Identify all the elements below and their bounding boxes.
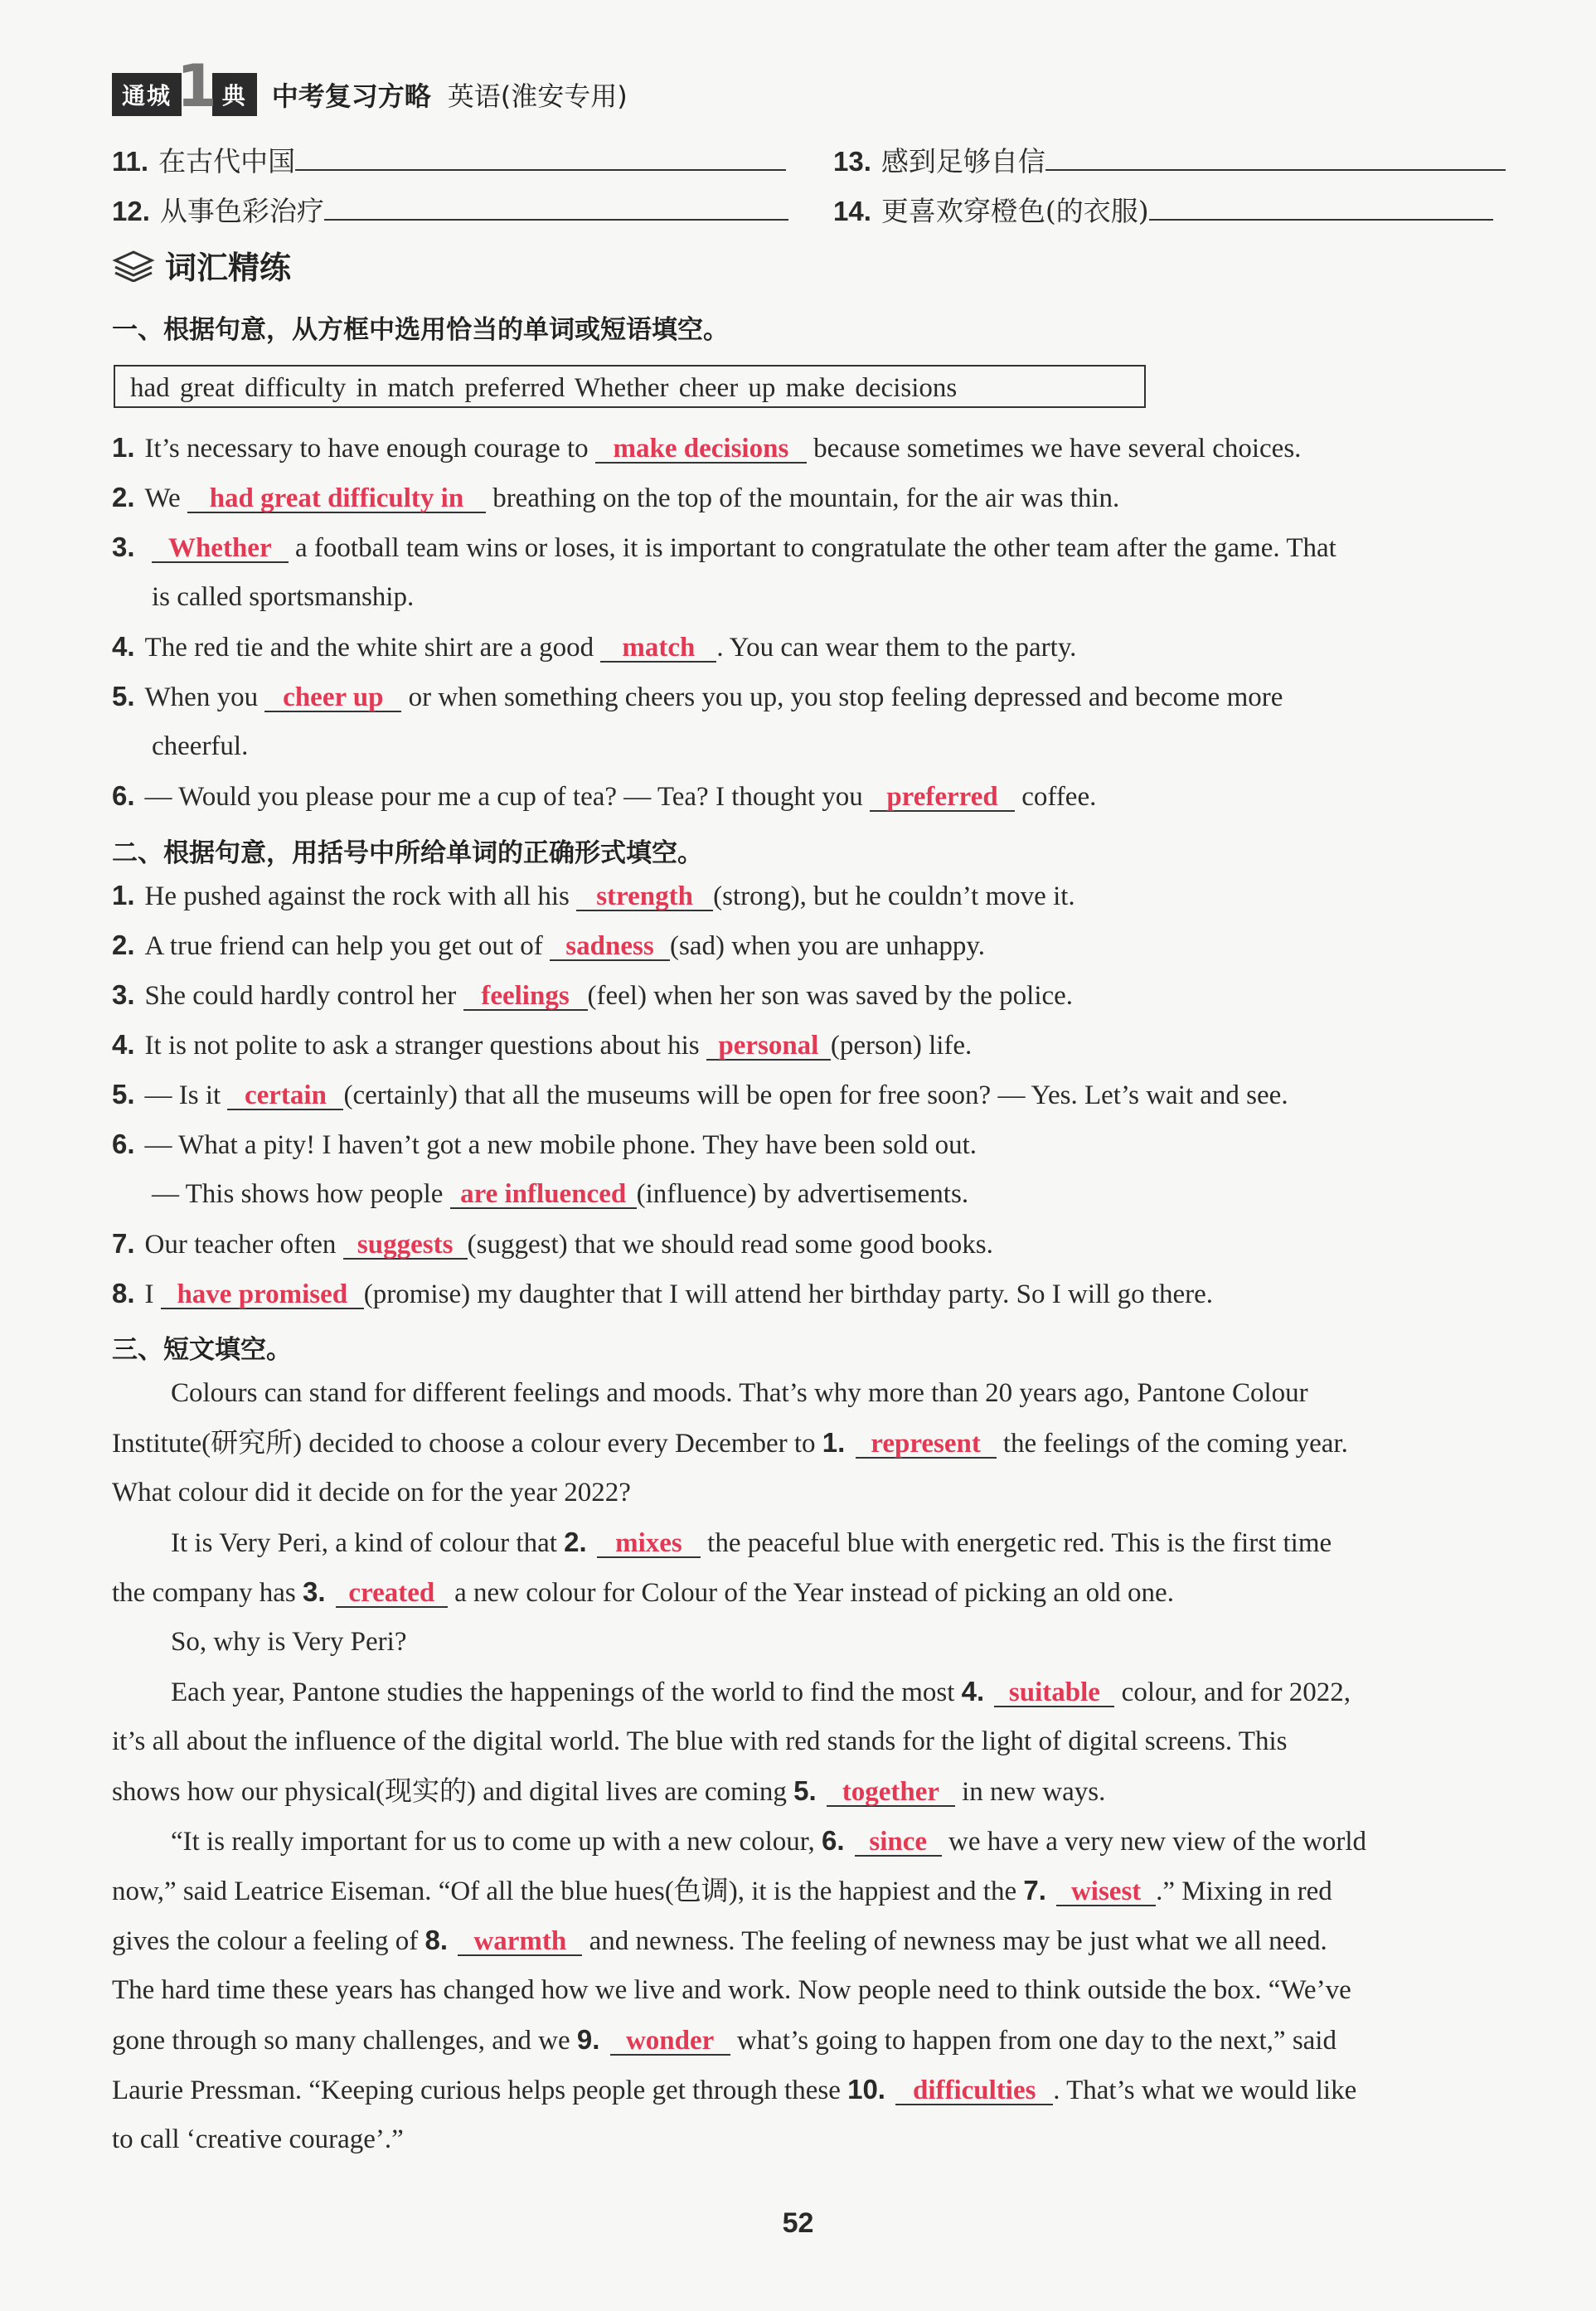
answer-blank[interactable]: wisest: [1056, 1875, 1156, 1906]
answer-blank[interactable]: created: [336, 1576, 448, 1608]
passage-line: “It is really important for us to come up with a new colour, 6. since we have a very new view of the world: [171, 1825, 1366, 1857]
passage-line: to call ‘creative courage’.”: [112, 2124, 404, 2154]
part1-item-3-cont: is called sportsmanship.: [152, 582, 415, 612]
answer-blank[interactable]: Whether: [152, 532, 289, 563]
part2-item-8: 8. I have promised (promise) my daughter that I will attend her birthday party. So I will go there.: [112, 1278, 1214, 1309]
part2-instruction: 二、根据句意，用括号中所给单词的正确形式填空。: [112, 838, 703, 868]
answer-blank[interactable]: feelings: [463, 979, 588, 1011]
answer-blank[interactable]: wonder: [610, 2024, 730, 2056]
answer-blank[interactable]: since: [855, 1825, 942, 1857]
part2-item-3: 3. She could hardly control her feelings (feel) when her son was saved by the police.: [112, 979, 1074, 1011]
answer-blank[interactable]: preferred: [870, 780, 1015, 812]
vocab-section-heading: 词汇精练: [112, 242, 291, 288]
answer-blank[interactable]: suitable: [994, 1676, 1114, 1707]
header-subtitle: 英语(淮安专用): [447, 80, 628, 112]
part1-item-6: 6. — Would you please pour me a cup of tea? — Tea? I thought you preferred coffee.: [112, 780, 1097, 812]
passage-line: Each year, Pantone studies the happenings of the world to find the most 4. suitable colour, and for 2022,: [171, 1676, 1351, 1707]
part1-item-1: 1. It’s necessary to have enough courage to make decisions because sometimes we have several choices.: [112, 432, 1302, 464]
top-item-14: 14. 更喜欢穿橙色(的衣服): [833, 189, 1493, 229]
page-number: 52: [782, 2207, 814, 2239]
answer-blank[interactable]: warmth: [458, 1925, 582, 1956]
answer-blank[interactable]: have promised: [161, 1278, 364, 1309]
header-badge-one: 1: [177, 52, 217, 120]
part2-item-1: 1. He pushed against the rock with all his strength (strong), but he couldn’t move it.: [112, 880, 1075, 911]
top-item-13: 13. 感到足够自信: [833, 139, 1506, 179]
part1-item-2: 2. We had great difficulty in breathing on the top of the mountain, for the air was thin.: [112, 482, 1120, 513]
passage-line: It is Very Peri, a kind of colour that 2. mixes the peaceful blue with energetic red. This is the first time: [171, 1527, 1332, 1558]
answer-blank[interactable]: make decisions: [595, 432, 807, 464]
passage-line: shows how our physical(现实的) and digital lives are coming 5. together in new ways.: [112, 1775, 1106, 1807]
passage-line: So, why is Very Peri?: [171, 1627, 407, 1657]
passage-line: it’s all about the influence of the digital world. The blue with red stands for the light of digital screens. This: [112, 1726, 1288, 1756]
answer-blank[interactable]: match: [600, 631, 716, 663]
part1-item-5: 5. When you cheer up or when something cheers you up, you stop feeling depressed and become more: [112, 681, 1283, 712]
part2-item-5: 5. — Is it certain (certainly) that all the museums will be open for free soon? — Yes. Let’s wait and see.: [112, 1079, 1288, 1110]
passage-line: gone through so many challenges, and we 9. wonder what’s going to happen from one day to the next,” said: [112, 2024, 1336, 2056]
answer-blank[interactable]: sadness: [550, 930, 670, 961]
answer-blank[interactable]: certain: [227, 1079, 343, 1110]
part2-item-7: 7. Our teacher often suggests (suggest) that we should read some good books.: [112, 1228, 993, 1260]
passage-line: Colours can stand for different feelings and moods. That’s why more than 20 years ago, Pantone Colour: [171, 1378, 1308, 1408]
passage-line: now,” said Leatrice Eiseman. “Of all the blue hues(色调), it is the happiest and the 7. wisest .” Mixing in red: [112, 1875, 1332, 1906]
part1-item-5-cont: cheerful.: [152, 731, 249, 761]
part2-item-4: 4. It is not polite to ask a stranger questions about his personal (person) life.: [112, 1029, 973, 1061]
top-item-11: 11. 在古代中国: [112, 139, 786, 179]
answer-blank[interactable]: are influenced: [450, 1177, 637, 1209]
header-badge-right: 典: [212, 73, 257, 116]
passage-line: the company has 3. created a new colour for Colour of the Year instead of picking an old one.: [112, 1576, 1174, 1608]
part3-instruction: 三、短文填空。: [112, 1335, 292, 1365]
part1-item-3: 3. Whether a football team wins or loses, it is important to congratulate the other team after the game. That: [112, 532, 1336, 563]
part2-item-6: 6. — What a pity! I haven’t got a new mobile phone. They have been sold out.: [112, 1129, 977, 1160]
book-stack-icon: [112, 249, 155, 282]
answer-blank[interactable]: suggests: [343, 1228, 468, 1260]
header-title: 中考复习方略: [271, 80, 431, 112]
answer-blank[interactable]: had great difficulty in: [187, 482, 486, 513]
passage-line: Institute(研究所) decided to choose a colour every December to 1. represent the feelings of the coming year.: [112, 1427, 1348, 1459]
answer-blank[interactable]: [324, 189, 788, 221]
passage-line: Laurie Pressman. “Keeping curious helps people get through these 10. difficulties . That’s what we would like: [112, 2074, 1357, 2105]
answer-blank[interactable]: [1045, 139, 1506, 171]
part1-instruction: 一、根据句意，从方框中选用恰当的单词或短语填空。: [112, 315, 729, 345]
word-box: had great difficulty in match preferred Whether cheer up make decisions: [114, 365, 1146, 408]
passage-line: What colour did it decide on for the year 2022?: [112, 1478, 631, 1507]
answer-blank[interactable]: together: [827, 1775, 955, 1807]
answer-blank[interactable]: strength: [576, 880, 713, 911]
top-item-12: 12. 从事色彩治疗: [112, 189, 788, 229]
answer-blank[interactable]: cheer up: [264, 681, 401, 712]
header-badge-left: 通城: [112, 73, 182, 116]
passage-line: gives the colour a feeling of 8. warmth and newness. The feeling of newness may be just what we all need.: [112, 1925, 1327, 1956]
passage-line: The hard time these years has changed how we live and work. Now people need to think outside the box. “We’ve: [112, 1975, 1351, 2005]
part2-item-6-cont: — This shows how people are influenced (influence) by advertisements.: [152, 1179, 969, 1209]
page-header: [112, 52, 628, 120]
part1-item-4: 4. The red tie and the white shirt are a good match . You can wear them to the party.: [112, 631, 1077, 663]
answer-blank[interactable]: [1149, 189, 1493, 221]
answer-blank[interactable]: personal: [706, 1029, 831, 1061]
answer-blank[interactable]: represent: [856, 1427, 997, 1459]
answer-blank[interactable]: mixes: [597, 1527, 701, 1558]
answer-blank[interactable]: [295, 139, 786, 171]
answer-blank[interactable]: difficulties: [895, 2074, 1053, 2105]
part2-item-2: 2. A true friend can help you get out of sadness (sad) when you are unhappy.: [112, 930, 985, 961]
